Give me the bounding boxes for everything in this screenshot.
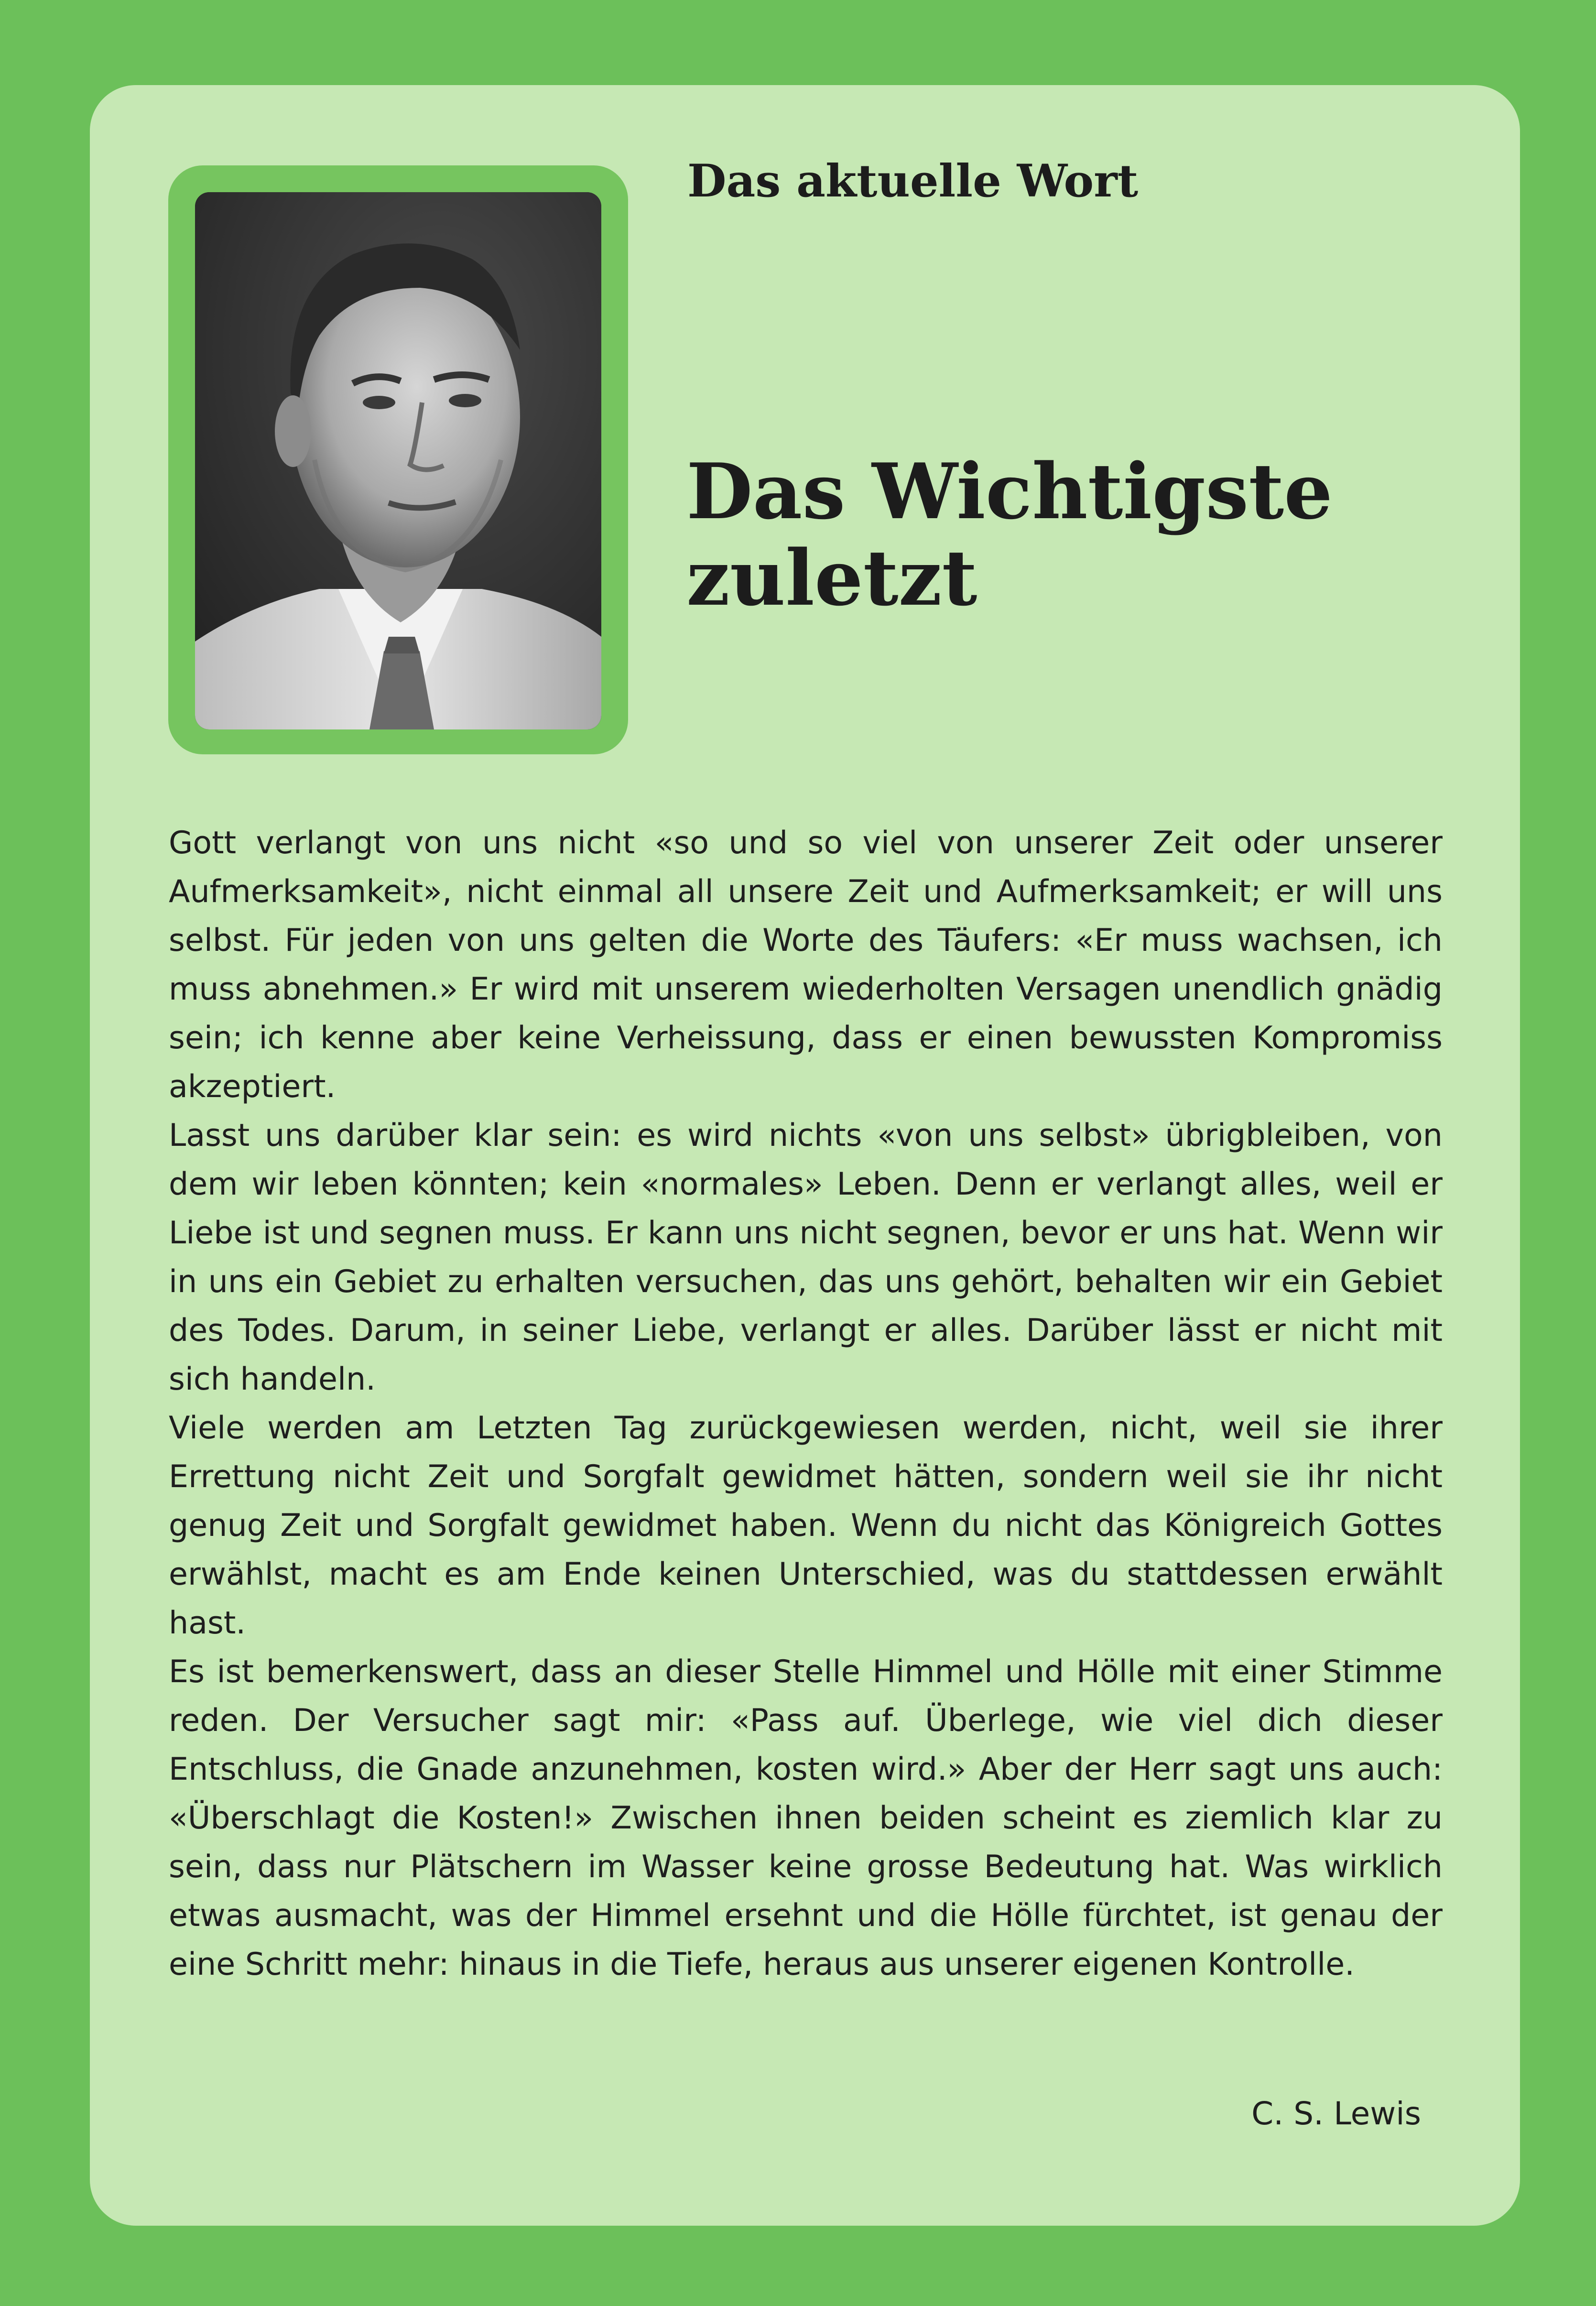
portrait-image [195,192,601,729]
article-paragraph: Es ist bemerkenswert, dass an dieser Stelle Himmel und Hölle mit einer Stimme reden. Der Versucher sagt mir: «Pass auf. Überlege, wie viel dich dieser Entschluss, die Gnade anzunehmen, kosten wird.» Aber der Herr sagt uns auch: «Überschlagt die Kosten!» Zwischen ihnen beiden scheint es ziemlich klar zu sein, dass nur Plätschern im Wasser keine grosse Bedeutung hat. Was wirklich etwas ausmacht, was der Himmel ersehnt und die Hölle fürchtet, ist genau der eine Schritt mehr: hinaus in die Tiefe, heraus aus unserer eigenen Kontrolle. [169,1654,1443,1982]
page [90,85,1520,2226]
article-title-line-2: zuletzt [686,533,977,623]
article-title-line-1: Das Wichtigste [686,446,1333,536]
portrait-photo [195,192,601,729]
article-paragraph: Lasst uns darüber klar sein: es wird nichts «von uns selbst» übrigbleiben, von dem wir leben könnten; kein «normales» Leben. Denn er verlangt alles, weil er Liebe ist und segnen muss. Er kann uns nicht segnen, bevor er uns hat. Wenn wir in uns ein Gebiet zu erhalten versuchen, das uns gehört, behalten wir ein Gebiet des Todes. Darum, in seiner Liebe, verlangt er alles. Darüber lässt er nicht mit sich handeln. [169,1118,1443,1397]
portrait-frame [168,165,628,754]
article-paragraph: Gott verlangt von uns nicht «so und so viel von unserer Zeit oder unserer Aufmerksamkeit», nicht einmal all unsere Zeit und Aufmerksamkeit; er will uns selbst. Für jeden von uns gelten die Worte des Täufers: «Er muss wachsen, ich muss abnehmen.» Er wird mit unserem wiederholten Versagen unendlich gnädig sein; ich kenne aber keine Verheissung, dass er einen bewussten Kompromiss akzeptiert. [169,825,1443,1105]
article-paragraph: Viele werden am Letzten Tag zurückgewiesen werden, nicht, weil sie ihrer Errettung nicht Zeit und Sorgfalt gewidmet hätten, sondern weil sie ihr nicht genug Zeit und Sorgfalt gewidmet haben. Wenn du nicht das Königreich Gottes erwählst, macht es am Ende keinen Unterschied, was du stattdessen erwählt hast. [169,1410,1443,1641]
article-author: C. S. Lewis [1251,2095,1421,2132]
article-title [686,448,1333,621]
article-body [169,819,1443,1989]
section-kicker: Das aktuelle Wort [687,155,1139,207]
